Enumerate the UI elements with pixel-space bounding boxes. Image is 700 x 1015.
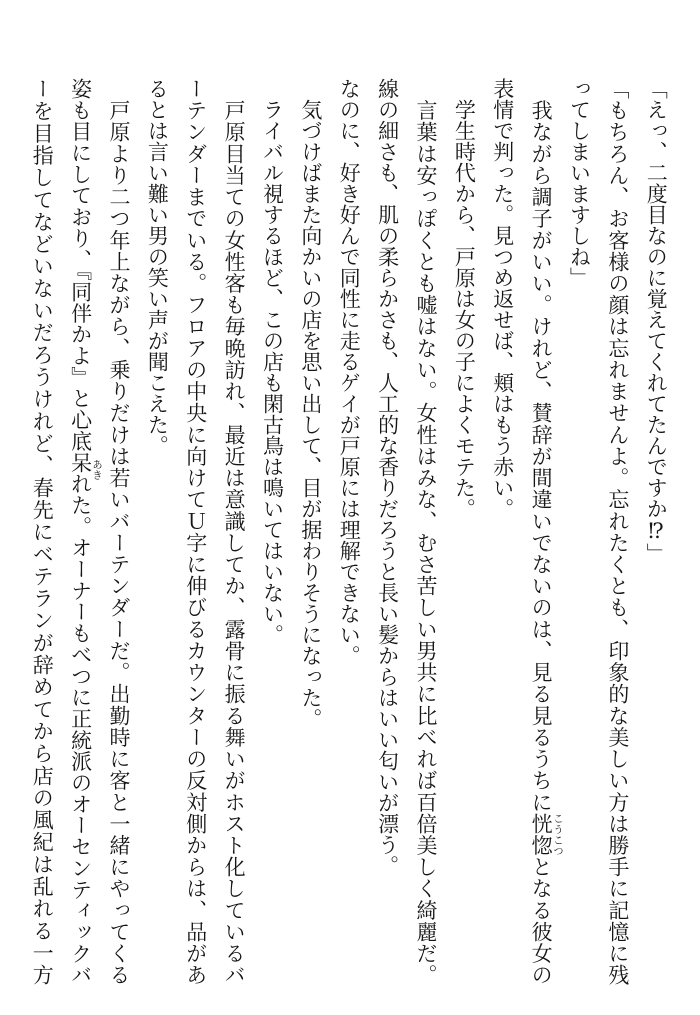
text-line: ってしまいますしね」 <box>567 78 592 288</box>
text-line: 姿も目にしており、『同伴かよ』と心底呆れた。オーナーもべつに正統派のオーセンティックバ <box>68 78 93 986</box>
text-line: ーテンダーまでいる。フロアの中央に向けてＵ字に伸びるカウンターの反対側からは、品があ <box>183 78 208 986</box>
text-line: 気づけばまた向かいの店を思い出して、目が据わりそうになった。 <box>298 78 323 729</box>
text-line: 「えっ、二度目なのに覚えてくれてたんですか⁉」 <box>644 78 669 564</box>
text-line: 線の細さも、肌の柔らかさも、人工的な香りだろうと長い髪からはいい匂いが漂う。 <box>375 78 400 876</box>
text-line: 表情で判った。見つめ返せば、頬はもう赤い。 <box>490 78 515 519</box>
furigana: こうこつ <box>552 813 564 856</box>
body-text <box>23 78 675 985</box>
text-line: 「もちろん、お客様の顔は忘れませんよ。忘れたくとも、印象的な美しい方は勝手に記憶に残 <box>605 78 630 986</box>
text-line: なのに、好き好んで同性に走るゲイが戸原には理解できない。 <box>337 78 362 666</box>
text-line: 学生時代から、戸原は女の子によくモテた。 <box>452 78 477 519</box>
text-line: 戸原目当ての女性客も毎晩訪れ、最近は意識してか、露骨に振る舞いがホスト化しているバ <box>222 78 247 986</box>
text-line: ライバル視するほど、この店も閑古鳥は鳴いてはいない。 <box>260 78 285 645</box>
text-line: 戸原より二つ年上ながら、乗りだけは若いバーテンダーだ。出勤時に客と一緒にやってくる <box>106 78 131 986</box>
text-line: るとは言い難い男の笑い声が聞こえた。 <box>145 78 170 456</box>
furigana: あき <box>91 458 103 480</box>
text-line: ーを目指してなどいないだろうけれど、春先にベテランが辞めてから店の風紀は乱れる一方 <box>30 78 55 986</box>
text-line: 言葉は安っぽくとも嘘はない。女性はみな、むさ苦しい男共に比べれば百倍美しく綺麗だ。 <box>413 78 438 986</box>
text-line: 我ながら調子がいい。けれど、賛辞が間違いでないのは、見る見るうちに恍惚となる彼女の <box>529 78 554 986</box>
